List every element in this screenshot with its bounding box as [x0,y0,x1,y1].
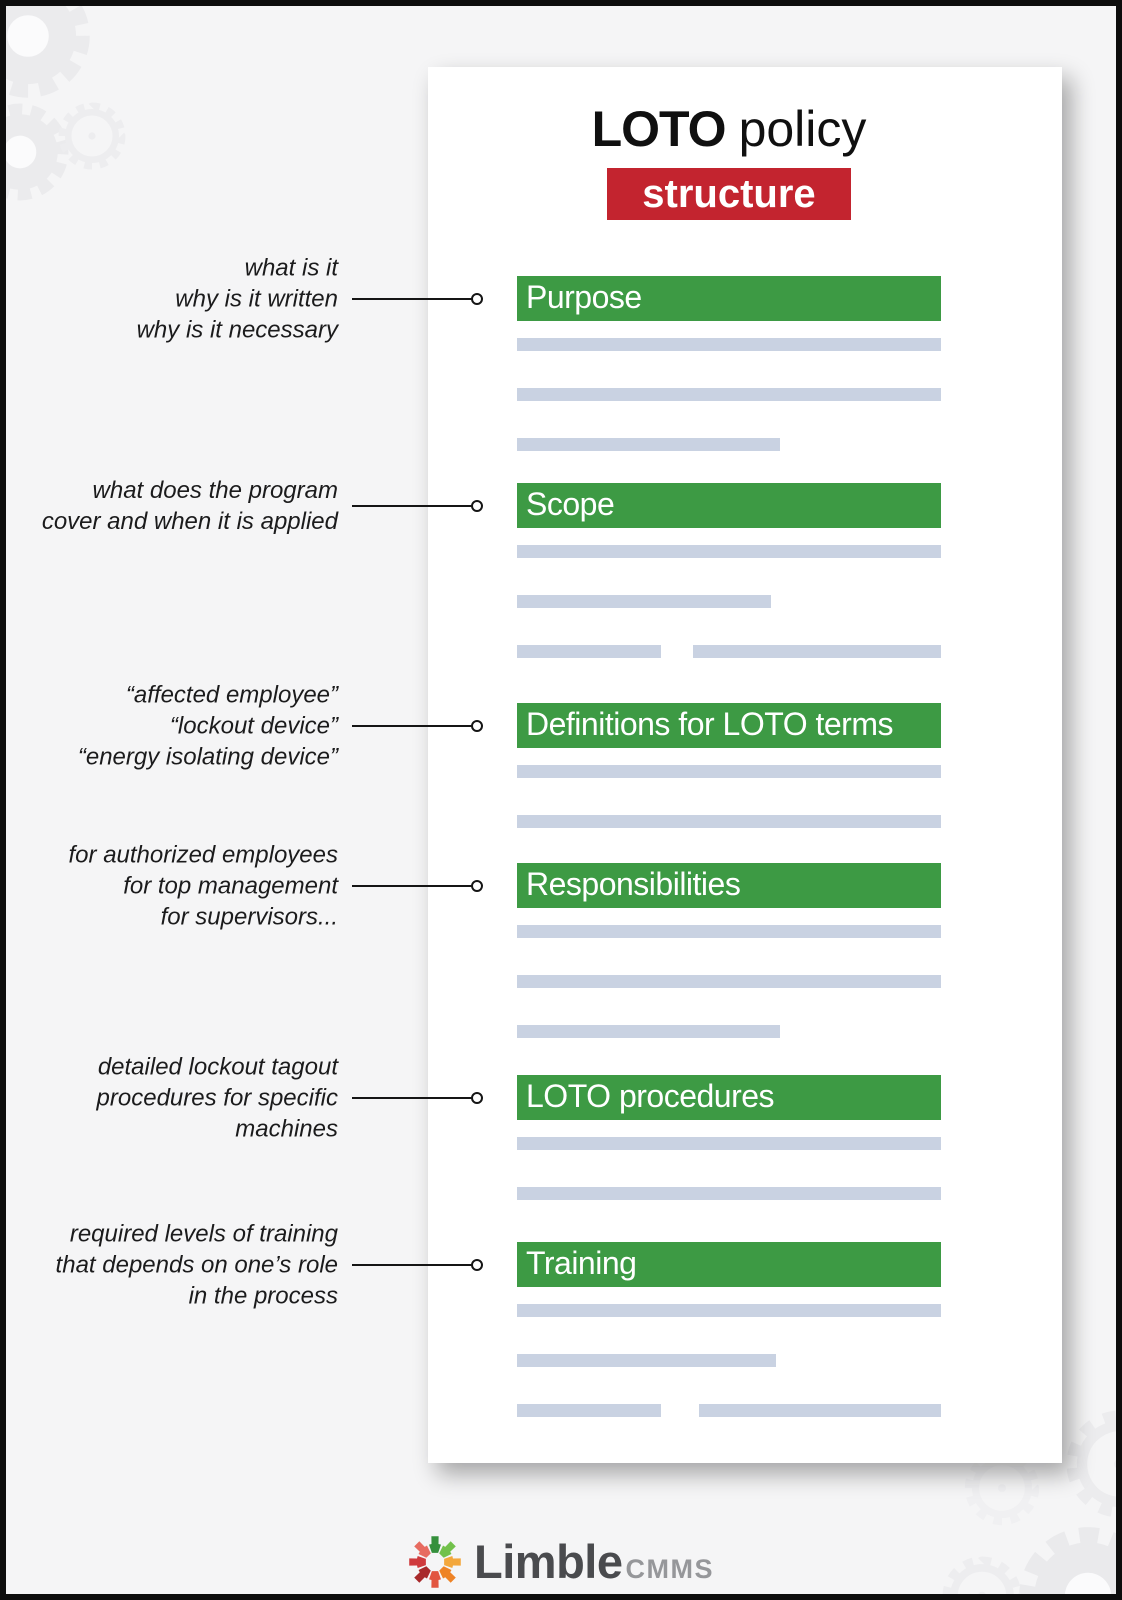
annotation-line: required levels of training [69,1220,338,1248]
connector-line [352,298,473,300]
limble-gear-segment [444,1556,461,1568]
page-title [517,100,941,158]
gear-icon [63,107,121,165]
annotation-line: “affected employee” [125,681,338,709]
connector-line [352,1097,473,1099]
placeholder-text-line [517,545,941,558]
placeholder-text-line [517,1025,780,1038]
annotation-line: detailed lockout tagout [97,1053,338,1081]
connector-line [352,725,473,727]
annotation-responsibilities [69,840,338,933]
section-header-responsibilities [517,863,941,908]
gear-icon [0,102,70,202]
connector-line [352,1264,473,1266]
section-header-scope [517,483,941,528]
placeholder-text-line [517,388,941,401]
section-header-purpose [517,276,941,321]
annotation-purpose [137,253,338,346]
placeholder-text-line [517,595,771,608]
placeholder-text-line [699,1404,941,1417]
section-header-loto-procedures [517,1075,941,1120]
limble-gear-icon [408,1535,462,1589]
limble-logo [0,1534,1122,1589]
annotation-line: why is it necessary [136,316,338,344]
brand-suffix: CMMS [625,1554,714,1584]
annotation-scope [42,475,338,537]
limble-gear-segment [414,1566,431,1583]
page-title-regular: policy [738,101,867,157]
placeholder-text-line [517,645,661,658]
section-header-label: Training [526,1244,637,1281]
connector-line [352,885,473,887]
annotation-line: that depends on one’s role [55,1251,338,1279]
connector-dot [471,1259,483,1271]
section-header-label: LOTO procedures [526,1077,775,1114]
brand-name: Limble [474,1535,623,1588]
annotation-loto-procedures [97,1052,338,1145]
limble-gear-segment [409,1556,426,1568]
section-header-label: Responsibilities [526,865,741,902]
annotation-line: what does the program [92,477,338,504]
section-header-label: Purpose [526,278,642,315]
limble-gear-segment [414,1541,431,1558]
placeholder-text-line [517,1354,776,1367]
limble-gear-segment [439,1566,456,1583]
annotation-line: for top management [123,872,338,900]
annotation-line: why is it written [175,285,338,313]
annotation-line: “lockout device” [169,712,338,740]
placeholder-text-line [517,975,941,988]
annotation-line: “energy isolating device” [77,743,338,771]
placeholder-text-line [517,815,941,828]
placeholder-text-line [517,1137,941,1150]
placeholder-text-line [517,1187,941,1200]
connector-dot [471,720,483,732]
structure-badge: structure [607,168,850,220]
annotation-line: in the process [188,1282,338,1310]
brand-text [474,1534,714,1589]
gear-icon [0,0,80,88]
gear-icon [970,1456,1034,1520]
connector-line [352,505,473,507]
placeholder-text-line [517,765,941,778]
placeholder-text-line [517,338,941,351]
connector-dot [471,500,483,512]
annotation-definitions-for-loto-terms [78,680,338,773]
connector-dot [471,293,483,305]
structure-badge-wrap [517,168,941,220]
annotation-line: for supervisors... [160,903,338,931]
limble-gear-segment [429,1536,441,1553]
annotation-line: for authorized employees [68,841,338,869]
placeholder-text-line [517,438,780,451]
connector-dot [471,1092,483,1104]
section-header-definitions-for-loto-terms [517,703,941,748]
connector-dot [471,880,483,892]
section-header-label: Definitions for LOTO terms [526,705,893,742]
section-header-label: Scope [526,485,615,522]
placeholder-text-line [693,645,941,658]
annotation-line: what is it [244,254,338,282]
placeholder-text-line [517,1304,941,1317]
annotation-line: procedures for specific [96,1084,338,1112]
limble-gear-segment [429,1571,441,1588]
placeholder-text-line [517,1404,661,1417]
limble-gear-segment [439,1541,456,1558]
gear-icon [1067,1411,1122,1518]
annotation-training [56,1219,338,1312]
page-title-bold: LOTO [591,101,726,157]
annotation-line: machines [235,1115,338,1143]
placeholder-text-line [517,925,941,938]
annotation-line: cover and when it is applied [41,508,338,535]
section-header-training [517,1242,941,1287]
